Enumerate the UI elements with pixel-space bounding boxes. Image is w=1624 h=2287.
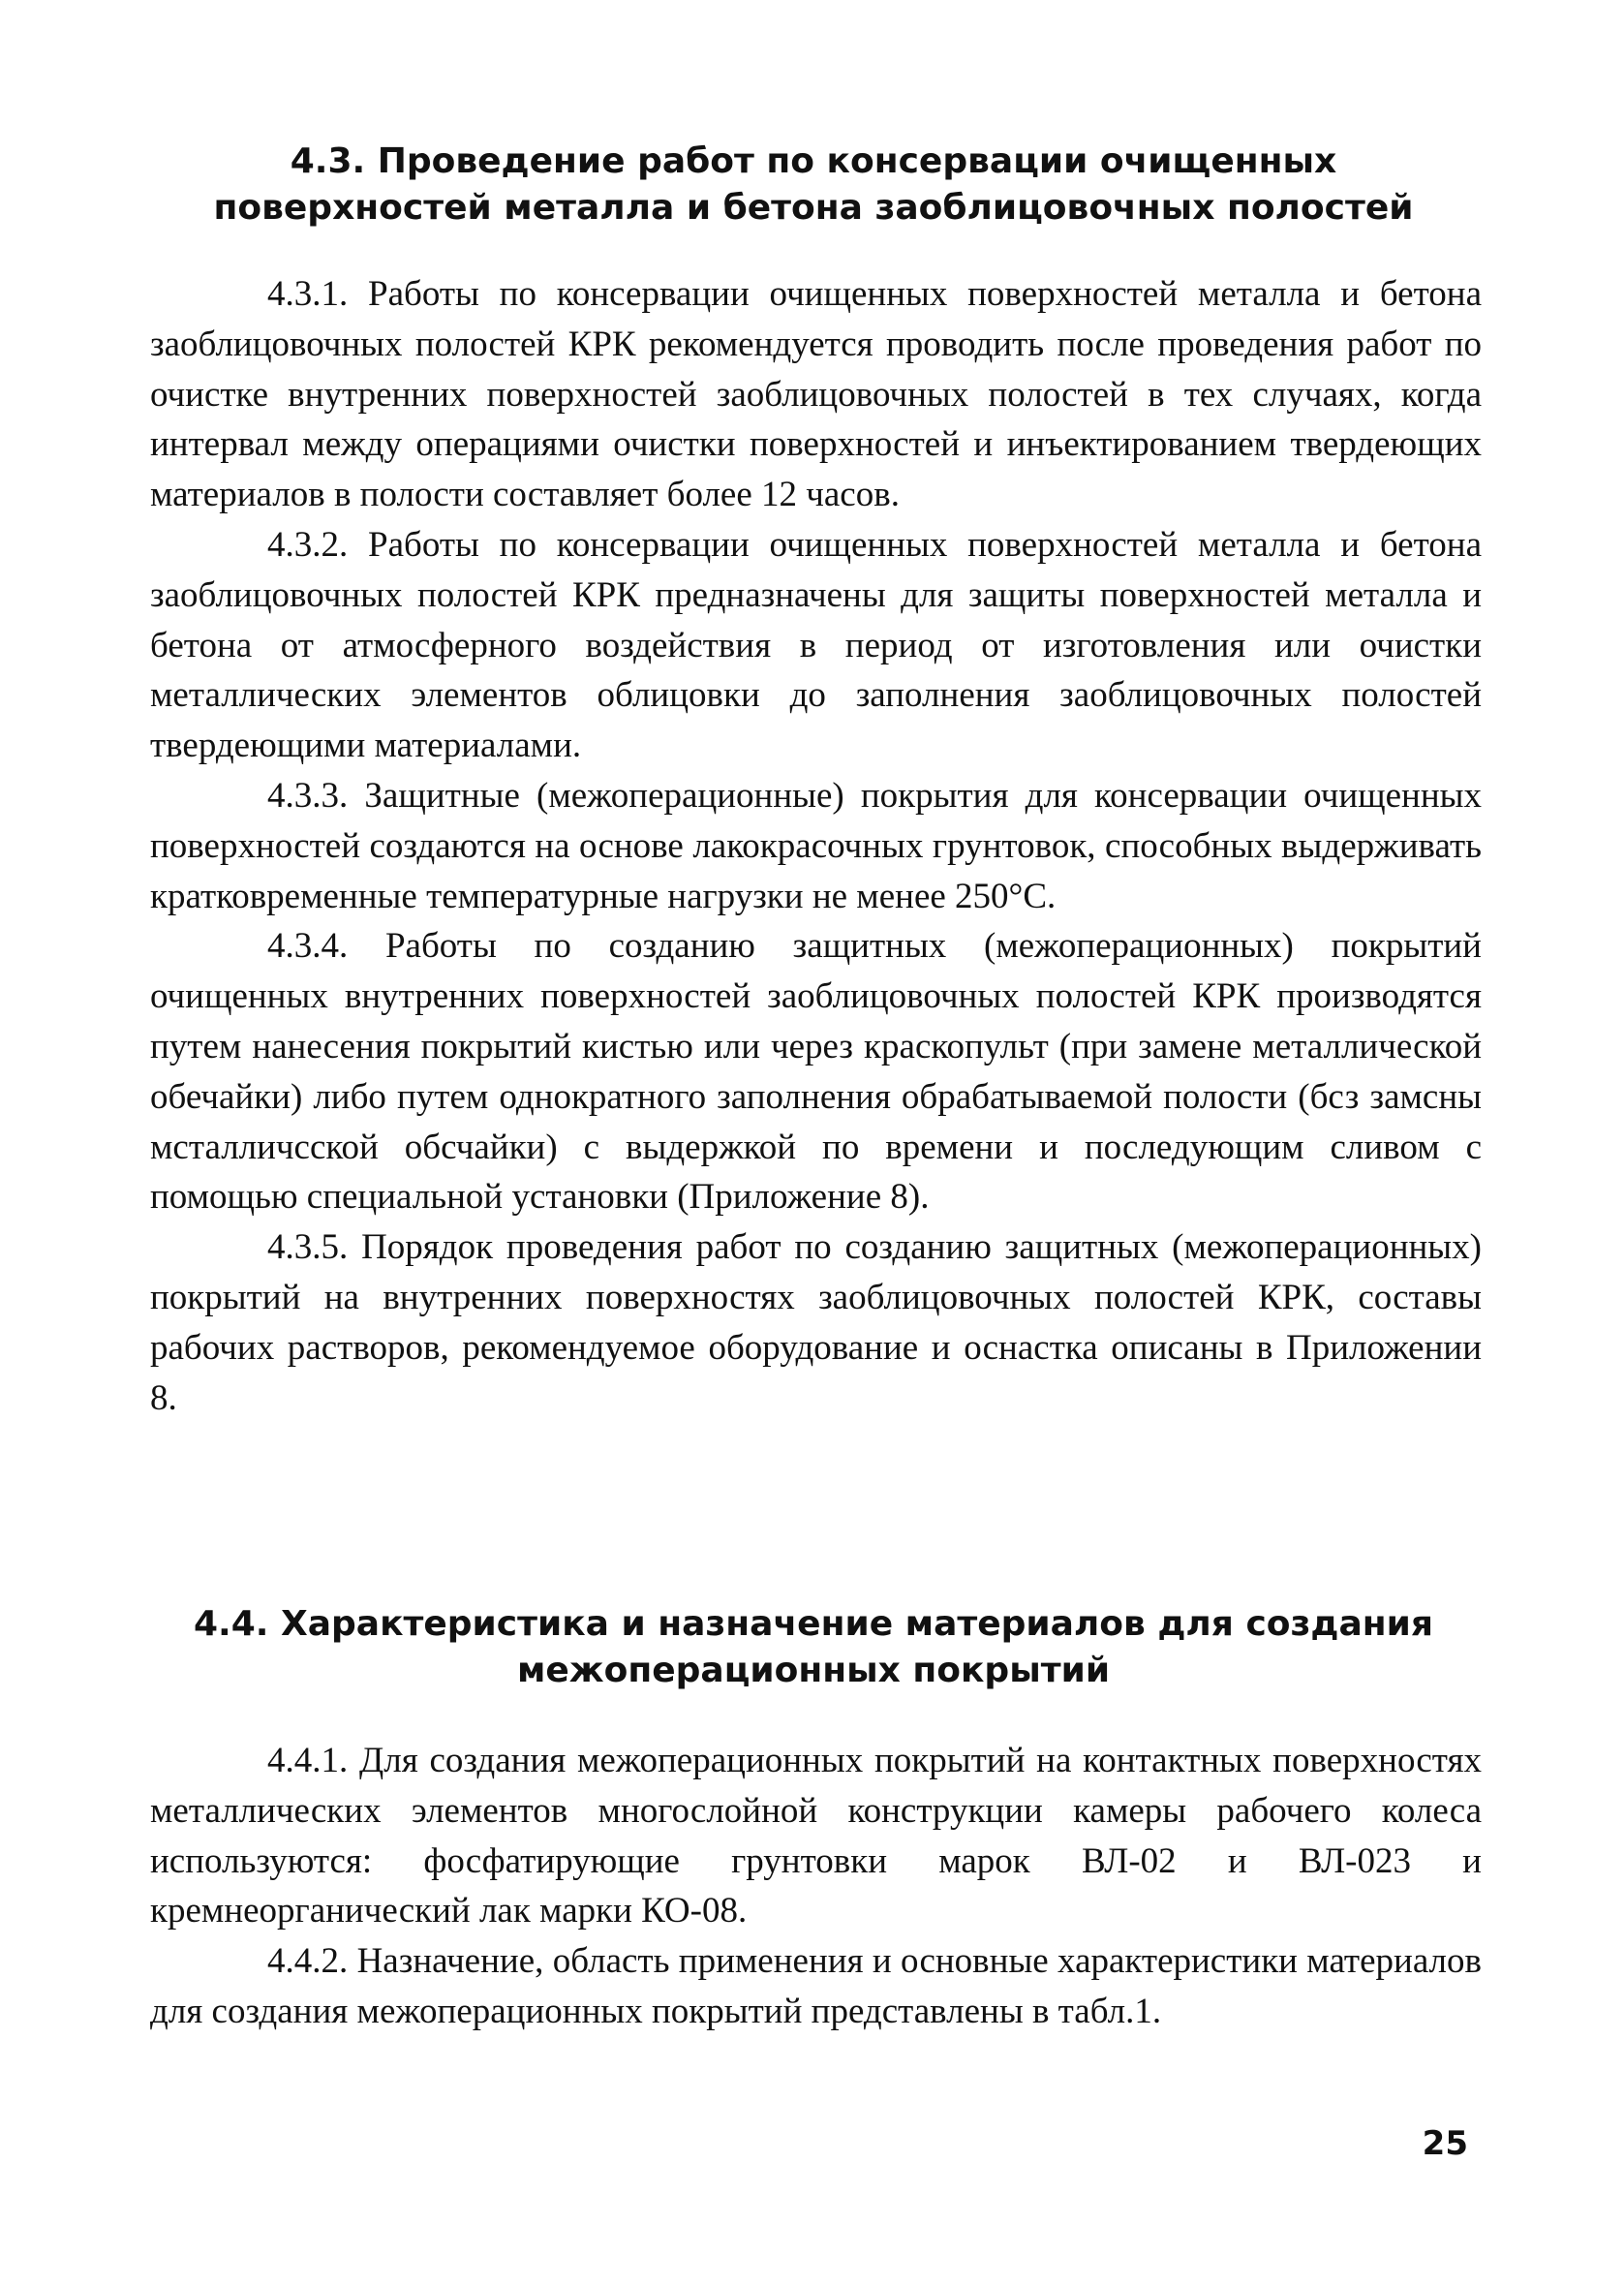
paragraph-4-3-2: 4.3.2. Работы по консервации очищенных поверхностей металла и бетона заоблицовочных полостей КРК предназначены для защиты поверхностей металла и бетона от атмосферного воздействия в период от изготовления или очистки металлических элементов облицовки до заполнения заоблицовочных полостей твердеющими материалами. [150,524,1482,766]
paragraph-4-3-3: 4.3.3. Защитные (межоперационные) покрытия для консервации очищенных поверхностей создаются на основе лакокрасочных грунтовок, способных выдерживать кратковременные температурные нагрузки не менее 250°С. [150,775,1482,916]
section-4-3-heading-line-2: поверхностей металла и бетона заоблицовочных полостей [213,188,1414,228]
section-4-4-heading-line-2: межоперационных покрытий [516,1651,1111,1690]
section-4-4-heading [145,1601,1482,1694]
paragraph-4-4-1: 4.4.1. Для создания межоперационных покрытий на контактных поверхностях металлических элементов многослойной конструкции камеры рабочего колеса используются: фосфатирующие грунтовки марок ВЛ-02 и ВЛ-023 и кремнеорганический лак марки КО-08. [150,1741,1482,1932]
section-4-3-heading [145,139,1482,232]
section-4-3-body [150,269,1482,1423]
section-4-4-heading-line-1: 4.4. Характеристика и назначение материалов для создания [193,1604,1434,1644]
paragraph-4-3-5: 4.3.5. Порядок проведения работ по созданию защитных (межоперационных) покрытий на внутренних поверхностях заоблицовочных полостей КРК, составы рабочих растворов, рекомендуемое оборудование и оснастка описаны в Приложении 8. [150,1227,1482,1418]
page-number: 25 [1422,2124,1468,2163]
section-4-4-body [150,1736,1482,2037]
section-4-3-heading-line-1: 4.3. Проведение работ по консервации очищенных [290,141,1337,181]
paragraph-4-3-1: 4.3.1. Работы по консервации очищенных поверхностей металла и бетона заоблицовочных полостей КРК рекомендуется проводить после проведения работ по очистке внутренних поверхностей заоблицовочных полостей в тех случаях, когда интервал между операциями очистки поверхностей и инъектированием твердеющих материалов в полости составляет более 12 часов. [150,274,1482,515]
paragraph-4-4-2: 4.4.2. Назначение, область применения и основные характеристики материалов для создания межоперационных покрытий представлены в табл.1. [150,1941,1482,2031]
paragraph-4-3-4: 4.3.4. Работы по созданию защитных (межоперационных) покрытий очищенных внутренних поверхностей заоблицовочных полостей КРК производятся путем нанесения покрытий кистью или через краскопульт (при замене металлической обечайки) либо путем однократного заполнения обрабатываемой полости (бсз замсны мсталличсской обсчайки) с выдержкой по времени и последующим сливом с помощью специальной установки (Приложение 8). [150,926,1482,1218]
